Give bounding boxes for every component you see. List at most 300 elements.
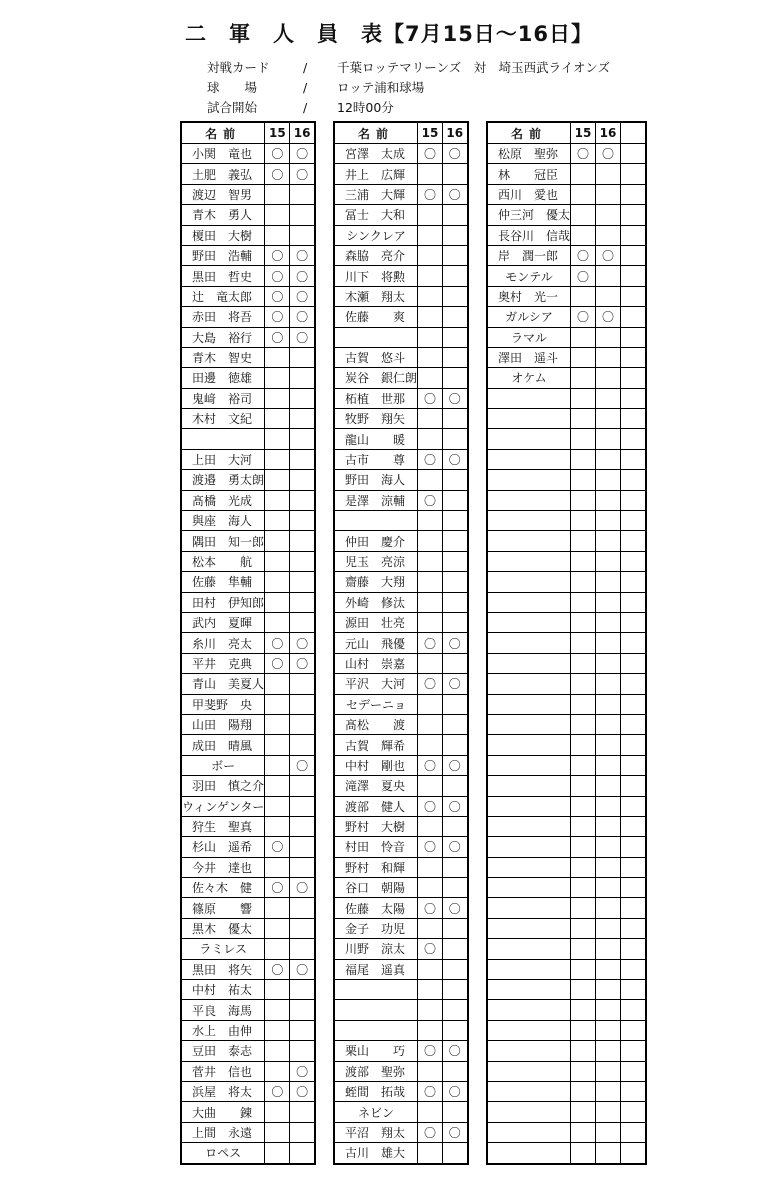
table-row <box>181 551 315 571</box>
day-15-mark <box>418 878 443 898</box>
day-15-mark <box>265 409 290 429</box>
blank-cell <box>621 184 646 204</box>
day-15-mark: 〇 <box>418 490 443 510</box>
day-16-mark <box>596 714 621 734</box>
day-15-mark <box>571 449 596 469</box>
day-15-mark: 〇 <box>265 327 290 347</box>
player-name: 古賀 輝希 <box>334 735 418 755</box>
blank-cell <box>621 347 646 367</box>
day-16-mark: 〇 <box>443 1041 468 1061</box>
player-name <box>487 674 571 694</box>
table-row <box>487 449 646 469</box>
blank-cell <box>621 205 646 225</box>
day-15-mark <box>418 327 443 347</box>
day-16-mark: 〇 <box>290 144 315 164</box>
day-16-mark <box>596 918 621 938</box>
player-name: 木村 文紀 <box>181 409 265 429</box>
day-16-mark: 〇 <box>290 633 315 653</box>
table-row <box>334 939 468 959</box>
day-16-mark: 〇 <box>443 633 468 653</box>
day-16-mark <box>596 164 621 184</box>
player-name <box>487 572 571 592</box>
player-name: 平良 海馬 <box>181 1000 265 1020</box>
player-name: 宮澤 太成 <box>334 144 418 164</box>
table-row <box>487 939 646 959</box>
day-15-mark <box>265 470 290 490</box>
name-header: 名前 <box>181 122 265 144</box>
day-15-mark <box>265 429 290 449</box>
player-name <box>334 1020 418 1040</box>
table-row <box>487 225 646 245</box>
day-16-mark <box>443 1102 468 1122</box>
day-16-mark <box>290 225 315 245</box>
day-15-mark <box>571 1143 596 1164</box>
day-16-mark <box>596 347 621 367</box>
day-15-mark <box>265 939 290 959</box>
name-header: 名前 <box>334 122 418 144</box>
day-15-mark <box>265 531 290 551</box>
day-16-mark <box>596 1102 621 1122</box>
day-15-mark <box>265 816 290 836</box>
day-15-mark <box>265 511 290 531</box>
table-row <box>487 1000 646 1020</box>
day-16-mark <box>596 633 621 653</box>
table-row <box>334 449 468 469</box>
table-row <box>487 470 646 490</box>
player-name: 佐藤 隼輔 <box>181 572 265 592</box>
day-15-mark <box>571 735 596 755</box>
day-16-mark <box>290 735 315 755</box>
day-16-mark <box>443 286 468 306</box>
day-15-mark: 〇 <box>571 245 596 265</box>
player-name: 篠原 響 <box>181 898 265 918</box>
player-name <box>487 1000 571 1020</box>
day-16-mark <box>596 1061 621 1081</box>
day-16-mark <box>596 286 621 306</box>
blank-cell <box>621 470 646 490</box>
player-name: 野村 大樹 <box>334 816 418 836</box>
player-name: 柘植 世那 <box>334 388 418 408</box>
player-name <box>487 837 571 857</box>
player-name: ロペス <box>181 1143 265 1164</box>
blank-cell <box>621 551 646 571</box>
day-16-mark: 〇 <box>290 164 315 184</box>
day-15-mark: 〇 <box>418 449 443 469</box>
player-name: 古市 尊 <box>334 449 418 469</box>
player-name: モンテル <box>487 266 571 286</box>
player-name <box>487 449 571 469</box>
player-name: 中村 祐太 <box>181 980 265 1000</box>
day-15-mark: 〇 <box>418 939 443 959</box>
day-15-mark <box>265 551 290 571</box>
blank-cell <box>621 653 646 673</box>
day-16-mark <box>290 592 315 612</box>
day-15-mark <box>418 857 443 877</box>
table-row <box>181 837 315 857</box>
player-name: ボー <box>181 755 265 775</box>
day-15-mark <box>571 694 596 714</box>
day-16-mark <box>443 225 468 245</box>
blank-cell <box>621 959 646 979</box>
day-15-mark <box>265 796 290 816</box>
day-16-mark <box>443 980 468 1000</box>
table-row <box>334 735 468 755</box>
day-16-mark <box>443 470 468 490</box>
table-row <box>487 1081 646 1101</box>
day-15-mark <box>418 918 443 938</box>
player-name: 元山 飛優 <box>334 633 418 653</box>
player-name: 野田 海人 <box>334 470 418 490</box>
day-15-mark: 〇 <box>418 1122 443 1142</box>
blank-cell <box>621 674 646 694</box>
day-16-mark <box>290 1020 315 1040</box>
day-15-mark <box>571 857 596 877</box>
blank-cell <box>621 490 646 510</box>
player-name: 田村 伊知郎 <box>181 592 265 612</box>
player-name: 外崎 修汰 <box>334 592 418 612</box>
day-16-mark: 〇 <box>443 898 468 918</box>
player-name <box>487 1061 571 1081</box>
player-name <box>487 918 571 938</box>
table-row <box>334 327 468 347</box>
player-name: 松本 航 <box>181 551 265 571</box>
day-15-mark <box>265 368 290 388</box>
table-row <box>181 388 315 408</box>
day-16-mark: 〇 <box>290 653 315 673</box>
info-label: 球 場 <box>207 80 258 95</box>
day-16-mark <box>290 368 315 388</box>
table-row <box>487 266 646 286</box>
day-16-mark <box>596 511 621 531</box>
player-name <box>487 1102 571 1122</box>
day-16-mark: 〇 <box>290 1061 315 1081</box>
table-row <box>487 674 646 694</box>
day-15-mark <box>418 1061 443 1081</box>
day-16-mark: 〇 <box>596 245 621 265</box>
day-15-mark <box>571 286 596 306</box>
table-row <box>487 918 646 938</box>
day-15-mark <box>571 184 596 204</box>
table-row <box>487 1122 646 1142</box>
day-16-mark <box>290 470 315 490</box>
player-name <box>487 511 571 531</box>
table-row <box>181 755 315 775</box>
day-15-mark <box>265 1000 290 1020</box>
player-name: 中村 剛也 <box>334 755 418 775</box>
player-name: 川下 将勲 <box>334 266 418 286</box>
player-name <box>487 490 571 510</box>
player-name: 林 冠臣 <box>487 164 571 184</box>
day-16-mark <box>596 653 621 673</box>
info-row <box>207 58 610 78</box>
day-15-mark <box>265 592 290 612</box>
day-16-mark <box>443 307 468 327</box>
player-name: 甲斐野 央 <box>181 694 265 714</box>
table-row <box>181 347 315 367</box>
player-name: 浜屋 将太 <box>181 1081 265 1101</box>
table-row <box>181 714 315 734</box>
player-name: 岸 潤一郎 <box>487 245 571 265</box>
player-name: 今井 達也 <box>181 857 265 877</box>
table-row <box>334 612 468 632</box>
day-16-mark <box>443 409 468 429</box>
blank-cell <box>621 327 646 347</box>
player-name: 青山 美夏人 <box>181 674 265 694</box>
player-name: 栗山 巧 <box>334 1041 418 1061</box>
blank-cell <box>621 776 646 796</box>
header-row <box>487 122 646 144</box>
table-row <box>487 1041 646 1061</box>
day-16-mark <box>596 429 621 449</box>
day-15-mark <box>571 470 596 490</box>
day-15-mark: 〇 <box>418 633 443 653</box>
day-15-mark: 〇 <box>418 674 443 694</box>
player-name: 仲田 慶介 <box>334 531 418 551</box>
day-15-mark <box>418 164 443 184</box>
table-row <box>181 1122 315 1142</box>
day-15-mark <box>418 347 443 367</box>
table-row <box>487 796 646 816</box>
table-row <box>181 694 315 714</box>
table-row <box>487 286 646 306</box>
day-16-mark <box>596 531 621 551</box>
table-row <box>181 653 315 673</box>
table-row <box>334 796 468 816</box>
player-name: ラミレス <box>181 939 265 959</box>
table-row <box>487 429 646 449</box>
table-row <box>487 164 646 184</box>
day-15-mark <box>418 816 443 836</box>
player-name: 大島 裕行 <box>181 327 265 347</box>
player-name <box>487 796 571 816</box>
day-15-mark <box>265 898 290 918</box>
day-15-mark: 〇 <box>418 796 443 816</box>
day-16-mark <box>596 898 621 918</box>
table-row <box>334 266 468 286</box>
day-16-mark <box>290 490 315 510</box>
day-15-mark: 〇 <box>418 898 443 918</box>
blank-cell <box>621 388 646 408</box>
header-row <box>334 122 468 144</box>
day-16-mark <box>596 1143 621 1164</box>
player-name: 谷口 朝陽 <box>334 878 418 898</box>
table-row <box>334 388 468 408</box>
blank-cell <box>621 449 646 469</box>
blank-cell <box>621 1102 646 1122</box>
blank-cell <box>621 796 646 816</box>
day-16-mark <box>443 368 468 388</box>
player-name <box>181 429 265 449</box>
player-name <box>487 531 571 551</box>
table-row <box>487 776 646 796</box>
table-row <box>487 633 646 653</box>
blank-cell <box>621 633 646 653</box>
table-row <box>487 205 646 225</box>
day-16-mark <box>290 1041 315 1061</box>
player-name: 児玉 亮涼 <box>334 551 418 571</box>
player-name <box>487 429 571 449</box>
day-15-header: 15 <box>418 122 443 144</box>
day-15-mark <box>265 776 290 796</box>
day-16-mark <box>443 245 468 265</box>
day-15-mark: 〇 <box>265 307 290 327</box>
player-name: 蛭間 拓哉 <box>334 1081 418 1101</box>
day-16-mark <box>290 1000 315 1020</box>
blank-cell <box>621 898 646 918</box>
day-15-mark <box>265 1122 290 1142</box>
blank-cell <box>621 1041 646 1061</box>
day-15-mark <box>571 755 596 775</box>
player-name: 黒田 哲史 <box>181 266 265 286</box>
day-16-mark <box>443 1000 468 1020</box>
table-row <box>334 633 468 653</box>
blank-cell <box>621 144 646 164</box>
day-16-mark <box>596 674 621 694</box>
player-name: 山田 陽翔 <box>181 714 265 734</box>
info-value: 千葉ロッテマリーンズ 対 埼玉西武ライオンズ <box>337 60 611 75</box>
day-15-mark <box>418 225 443 245</box>
player-name: 滝澤 夏央 <box>334 776 418 796</box>
table-row <box>181 816 315 836</box>
day-16-mark <box>596 490 621 510</box>
day-15-mark <box>571 511 596 531</box>
day-15-mark <box>418 205 443 225</box>
player-name: ネビン <box>334 1102 418 1122</box>
player-name: 田邊 徳雄 <box>181 368 265 388</box>
table-row <box>181 1041 315 1061</box>
table-row <box>334 225 468 245</box>
blank-cell <box>621 1143 646 1164</box>
player-name: 渡辺 智男 <box>181 184 265 204</box>
game-info <box>207 58 610 118</box>
day-15-mark <box>571 674 596 694</box>
day-15-mark <box>571 1041 596 1061</box>
day-15-mark <box>265 714 290 734</box>
table-row <box>334 245 468 265</box>
blank-cell <box>621 857 646 877</box>
day-15-mark <box>265 225 290 245</box>
day-16-mark <box>596 776 621 796</box>
day-15-mark <box>571 959 596 979</box>
day-15-mark <box>265 1041 290 1061</box>
day-16-mark: 〇 <box>290 286 315 306</box>
day-15-mark <box>571 409 596 429</box>
day-16-mark <box>596 857 621 877</box>
player-name: 龍山 暖 <box>334 429 418 449</box>
day-15-mark: 〇 <box>265 245 290 265</box>
blank-header <box>621 122 646 144</box>
table-row <box>334 1000 468 1020</box>
player-name: 髙橋 光成 <box>181 490 265 510</box>
table-row <box>487 327 646 347</box>
day-16-mark: 〇 <box>290 245 315 265</box>
day-15-mark <box>571 653 596 673</box>
day-15-mark <box>265 1061 290 1081</box>
day-16-header: 16 <box>290 122 315 144</box>
table-row <box>334 653 468 673</box>
player-name: 三浦 大輝 <box>334 184 418 204</box>
day-15-mark: 〇 <box>265 653 290 673</box>
day-15-mark <box>571 796 596 816</box>
player-name: 平沢 大河 <box>334 674 418 694</box>
player-name: 上田 大河 <box>181 449 265 469</box>
day-16-mark <box>596 939 621 959</box>
day-16-mark <box>290 1102 315 1122</box>
day-15-mark <box>571 837 596 857</box>
day-16-mark <box>290 939 315 959</box>
player-name: 渡邉 勇太朗 <box>181 470 265 490</box>
player-name: 佐藤 爽 <box>334 307 418 327</box>
day-16-header: 16 <box>596 122 621 144</box>
player-name: 黒田 将矢 <box>181 959 265 979</box>
blank-cell <box>621 755 646 775</box>
table-row <box>487 1102 646 1122</box>
info-row <box>207 98 610 118</box>
roster-table-3 <box>486 121 647 1165</box>
table-row <box>487 959 646 979</box>
table-row <box>487 245 646 265</box>
table-row <box>181 959 315 979</box>
day-16-mark <box>290 511 315 531</box>
day-16-mark <box>596 796 621 816</box>
day-15-mark <box>418 653 443 673</box>
blank-cell <box>621 164 646 184</box>
player-name: 黒木 優太 <box>181 918 265 938</box>
table-row <box>487 184 646 204</box>
table-row <box>334 857 468 877</box>
table-row <box>334 205 468 225</box>
player-name: 野村 和輝 <box>334 857 418 877</box>
info-value: ロッテ浦和球場 <box>337 80 425 95</box>
table-row <box>181 735 315 755</box>
player-name: 是澤 涼輔 <box>334 490 418 510</box>
player-name: 成田 晴風 <box>181 735 265 755</box>
day-16-mark <box>290 205 315 225</box>
player-name <box>487 470 571 490</box>
player-name <box>487 939 571 959</box>
day-15-mark <box>418 735 443 755</box>
table-row <box>334 1122 468 1142</box>
table-row <box>487 755 646 775</box>
player-name <box>487 653 571 673</box>
blank-cell <box>621 694 646 714</box>
day-16-mark: 〇 <box>443 184 468 204</box>
table-row <box>181 857 315 877</box>
day-16-mark <box>443 694 468 714</box>
player-name: 狩生 聖真 <box>181 816 265 836</box>
day-16-mark: 〇 <box>443 449 468 469</box>
day-16-mark: 〇 <box>290 327 315 347</box>
blank-cell <box>621 429 646 449</box>
day-16-mark <box>443 857 468 877</box>
day-16-mark <box>443 1020 468 1040</box>
day-16-mark <box>290 857 315 877</box>
info-separator: / <box>303 80 308 95</box>
day-16-mark <box>443 776 468 796</box>
day-16-mark <box>596 837 621 857</box>
table-row <box>334 592 468 612</box>
player-name <box>334 980 418 1000</box>
day-15-mark <box>418 1000 443 1020</box>
day-15-mark <box>265 612 290 632</box>
day-16-mark <box>596 368 621 388</box>
day-15-mark <box>571 205 596 225</box>
table-row <box>334 409 468 429</box>
day-15-mark <box>418 959 443 979</box>
player-name: 西川 愛也 <box>487 184 571 204</box>
day-16-mark <box>290 388 315 408</box>
day-15-mark: 〇 <box>571 144 596 164</box>
